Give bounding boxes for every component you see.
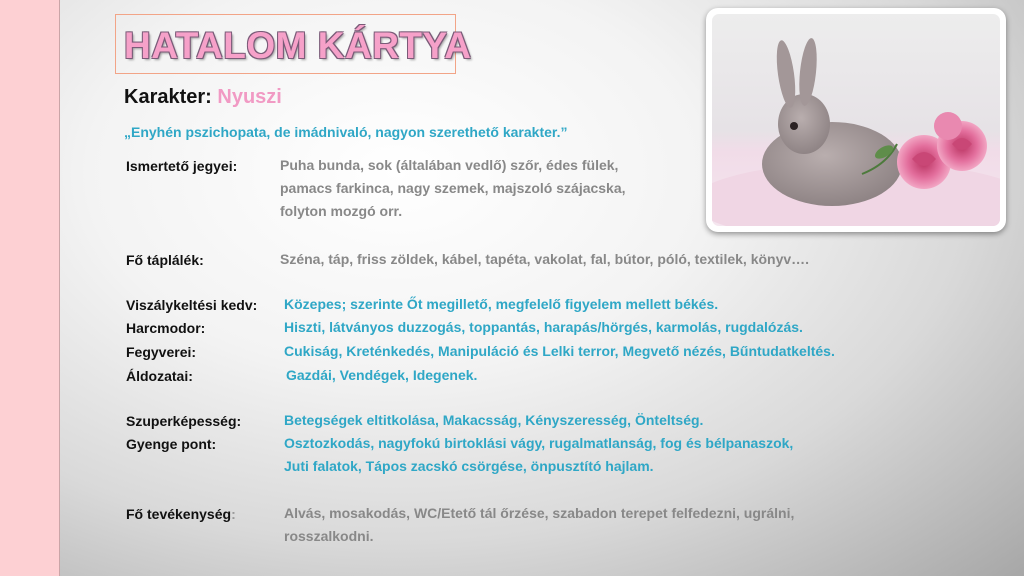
- weakness-value: [284, 432, 793, 478]
- activity-line-2: rosszalkodni.: [284, 528, 374, 544]
- features-line-1: Puha bunda, sok (általában vedlő) szőr, édes fülek,: [280, 157, 619, 173]
- features-line-3: folyton mozgó orr.: [280, 203, 403, 219]
- conflict-label: Viszálykeltési kedv:: [126, 297, 258, 313]
- bunny-photo: [706, 8, 1006, 232]
- victims-value: Gazdái, Vendégek, Idegenek.: [286, 367, 478, 383]
- weakness-line-2: Juti falatok, Tápos zacskó csörgése, önpusztító hajlam.: [284, 458, 654, 474]
- food-value: Széna, táp, friss zöldek, kábel, tapéta, vakolat, fal, bútor, póló, textilek, könyv….: [280, 251, 810, 267]
- character-quote: „Enyhén pszichopata, de imádnivaló, nagyon szerethető karakter.”: [124, 124, 568, 140]
- victims-label: Áldozatai:: [126, 368, 193, 384]
- activity-label-wrap: [126, 506, 236, 522]
- activity-line-1: Alvás, mosakodás, WC/Etető tál őrzése, szabadon terepet felfedezni, ugrálni,: [284, 505, 795, 521]
- character-label: Karakter:: [124, 86, 212, 108]
- activity-label: Fő tevékenység: [126, 506, 232, 522]
- weakness-label: Gyenge pont:: [126, 436, 217, 452]
- weapons-label: Fegyverei:: [126, 344, 197, 360]
- character-line: [124, 86, 282, 109]
- combat-value: Hiszti, látványos duzzogás, toppantás, harapás/hörgés, karmolás, rugdalózás.: [284, 319, 803, 335]
- superpower-label: Szuperképesség:: [126, 413, 242, 429]
- features-label: Ismertető jegyei:: [126, 158, 238, 174]
- features-value: [280, 154, 626, 223]
- weakness-line-1: Osztozkodás, nagyfokú birtoklási vágy, rugalmatlanság, fog és bélpanaszok,: [284, 435, 794, 451]
- character-name: Nyuszi: [217, 86, 282, 108]
- food-label: Fő táplálék:: [126, 252, 204, 268]
- left-sidebar-strip: [0, 0, 60, 576]
- activity-value: [284, 502, 794, 548]
- slide-title: HATALOM KÁRTYA: [124, 25, 472, 66]
- activity-label-colon: :: [231, 506, 236, 522]
- weapons-value: Cukiság, Kreténkedés, Manipuláció és Lelki terror, Megvető nézés, Bűntudatkeltés.: [284, 343, 835, 359]
- conflict-value: Közepes; szerinte Őt megillető, megfelelő figyelem mellett békés.: [284, 296, 719, 312]
- bunny-with-roses-image: [712, 14, 1000, 226]
- superpower-value: Betegségek eltitkolása, Makacsság, Kényszeresség, Önteltség.: [284, 412, 704, 428]
- features-line-2: pamacs farkinca, nagy szemek, majszoló szájacska,: [280, 180, 626, 196]
- combat-label: Harcmodor:: [126, 320, 206, 336]
